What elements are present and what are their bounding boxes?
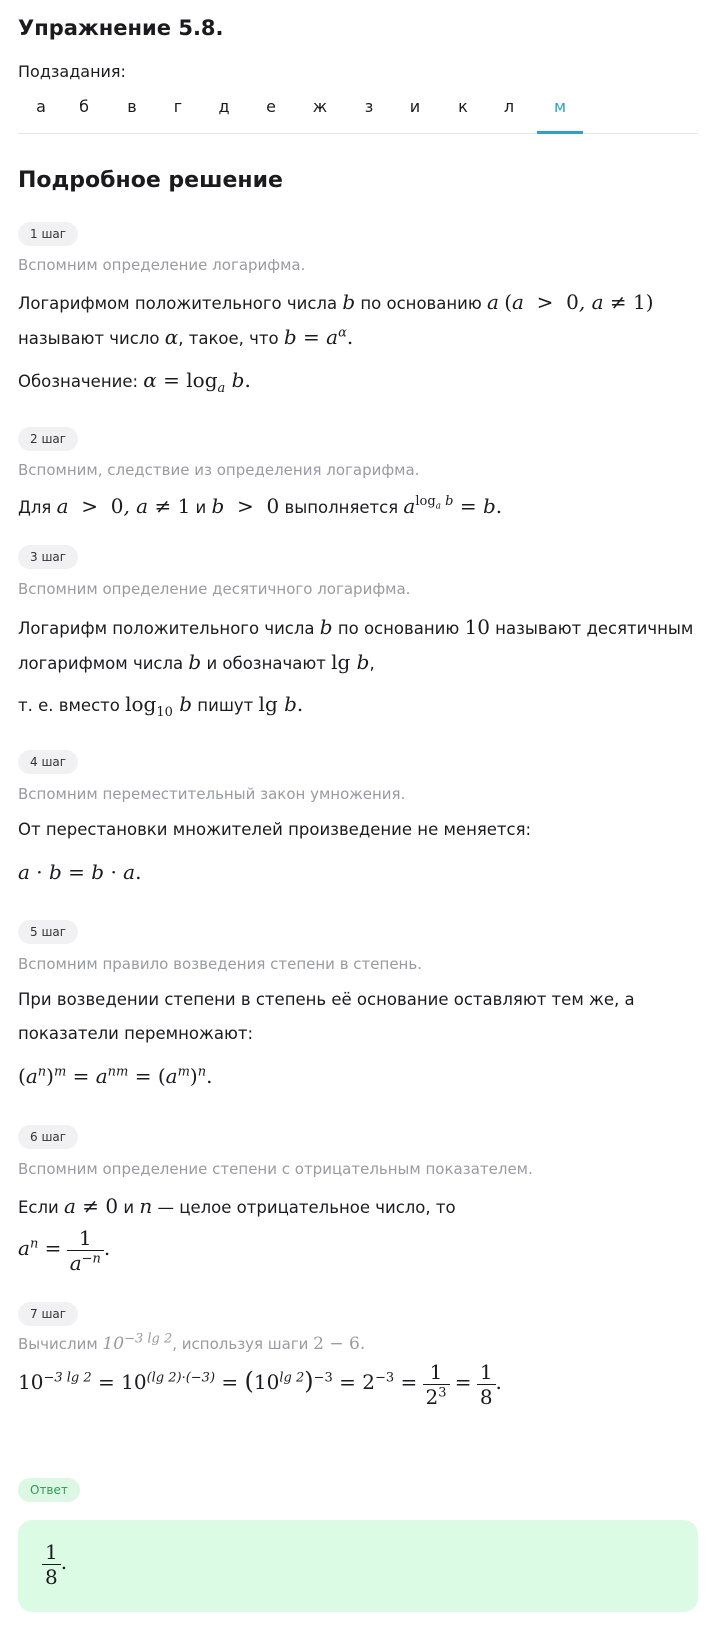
answer-badge: Ответ	[18, 1478, 80, 1502]
step-badge: 3 шаг	[18, 545, 78, 569]
fraction: $\frac{1}{8}$	[42, 1540, 61, 1589]
step-hint: Вспомним правило возведения степени в степень.	[18, 955, 422, 973]
fraction: $\frac{1}{a^{-n}}$	[67, 1226, 104, 1275]
step-text: При возведении степени в степень её основание оставляют тем же, а	[18, 990, 635, 1009]
page-title: Упражнение 5.8.	[18, 16, 224, 40]
step-text: От перестановки множителей произведение не меняется:	[18, 820, 532, 839]
fraction: $\frac{1}{8}$	[477, 1360, 496, 1409]
step-hint: Вспомним, следствие из определения логарифма.	[18, 461, 420, 479]
tab-m[interactable]: м	[537, 96, 583, 134]
step-text: называют число α, такое, что $b = a^\alpha$.	[18, 325, 354, 349]
tab-b[interactable]: б	[79, 97, 89, 116]
step-text: Обозначение: $\alpha = \log_a b$.	[18, 368, 251, 396]
step-formula: $(a^n)^m = a^{nm} = (a^m)^n$.	[18, 1064, 213, 1088]
step-text: показатели перемножают:	[18, 1024, 254, 1043]
solution-title: Подробное решение	[18, 168, 283, 193]
step-hint: Вспомним определение степени с отрицательным показателем.	[18, 1160, 533, 1178]
fraction: $\frac{1}{2^3}$	[423, 1360, 450, 1409]
tab-i[interactable]: и	[409, 97, 421, 116]
subtasks-label: Подзадания:	[18, 62, 126, 81]
step-text: Если a ≠ 0 и n — целое отрицательное число, то	[18, 1194, 456, 1218]
step-text: логарифмом числа b и обозначают lg b,	[18, 650, 375, 674]
tab-g[interactable]: г	[173, 97, 183, 116]
tab-e[interactable]: е	[266, 97, 276, 116]
tab-v[interactable]: в	[127, 97, 137, 116]
tab-d[interactable]: д	[218, 97, 230, 116]
tab-k[interactable]: к	[458, 97, 468, 116]
step-badge: 4 шаг	[18, 750, 78, 774]
subtask-tabs	[18, 96, 698, 134]
step-text: Для a > 0, a ≠ 1 и b > 0 выполняется $a^{log_a b} = b$.	[18, 494, 503, 518]
step-hint: Вспомним переместительный закон умножения.	[18, 785, 406, 803]
step-hint: Вычислим $10^{-3 lg 2}$, используя шаги 2 − 6.	[18, 1331, 366, 1354]
tab-z[interactable]: з	[364, 97, 374, 116]
tab-a[interactable]: а	[36, 97, 46, 116]
answer-value: $\frac{1}{8}$ .	[42, 1540, 67, 1589]
step-formula: $10^{-3 lg 2} = 10^{(lg 2)\cdot(-3)} = (10^{lg 2})^{-3} = 2^{-3}$ = $\frac{1}{2^3}$ = $\frac{1}{8}$ .	[18, 1360, 502, 1409]
step-formula: a · b = b · a.	[18, 860, 142, 884]
step-badge: 1 шаг	[18, 222, 78, 246]
step-badge: 7 шаг	[18, 1302, 78, 1326]
step-badge: 2 шаг	[18, 427, 78, 451]
step-badge: 5 шаг	[18, 920, 78, 944]
step-formula: $a^n$ = $\frac{1}{a^{-n}}$ .	[18, 1226, 111, 1275]
step-hint: Вспомним определение десятичного логарифма.	[18, 580, 411, 598]
step-text: т. е. вместо $\log_{10} b$ пишут lg b.	[18, 692, 304, 720]
tab-l[interactable]: л	[503, 97, 515, 116]
answer-box	[18, 1520, 698, 1612]
tab-zh[interactable]: ж	[312, 97, 328, 116]
step-text: Логарифм положительного числа b по основанию 10 называют десятичным	[18, 615, 694, 639]
step-badge: 6 шаг	[18, 1125, 78, 1149]
step-text: Логарифмом положительного числа b по основанию a (a > 0, a ≠ 1)	[18, 290, 654, 314]
step-hint: Вспомним определение логарифма.	[18, 256, 306, 274]
